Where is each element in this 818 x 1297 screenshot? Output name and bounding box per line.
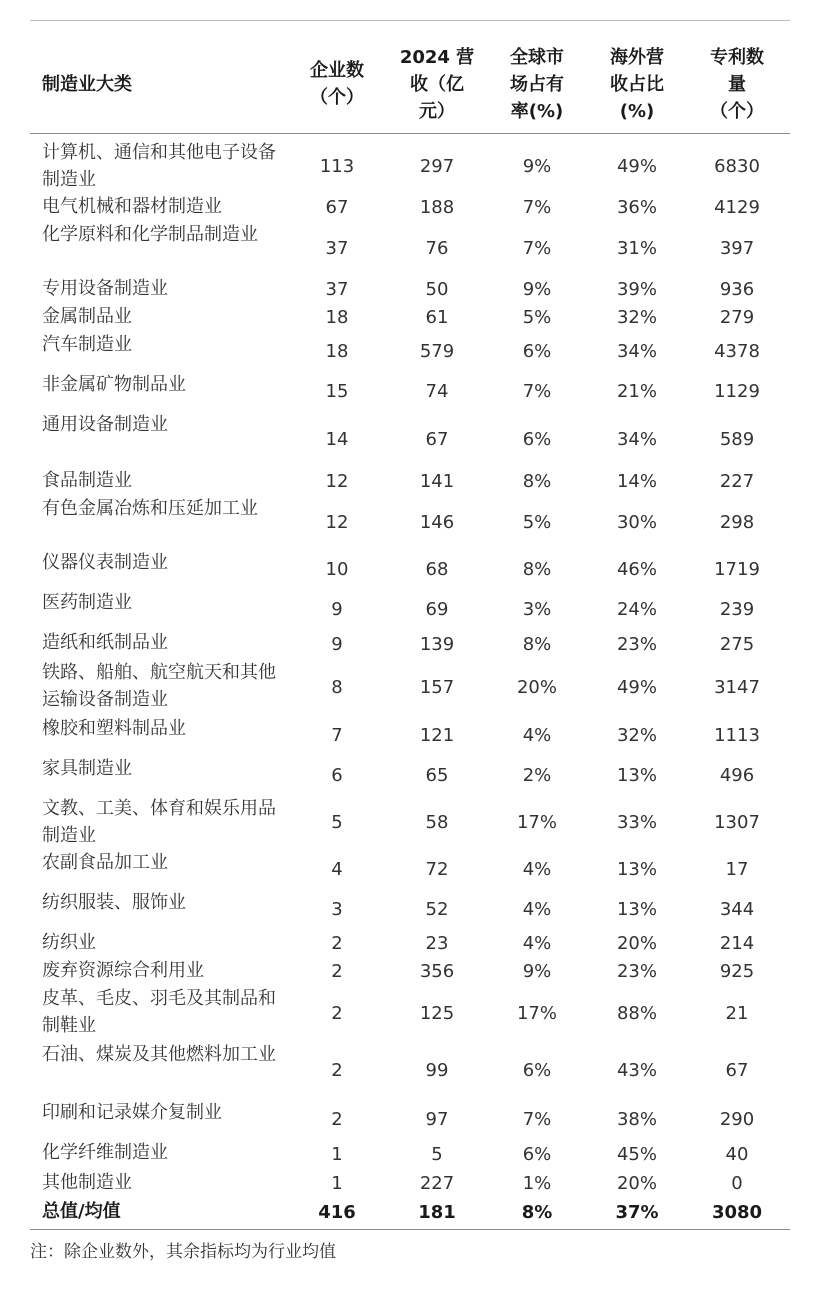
cell-patents: 1719: [714, 558, 760, 580]
cell-overseas-share: 30%: [616, 511, 657, 533]
cell-overseas-share: 13%: [616, 858, 657, 880]
cell-overseas-share: 49%: [616, 676, 657, 698]
cell-patents: 67: [725, 1059, 749, 1081]
cell-firms: 18: [325, 340, 349, 362]
industry-name: 纺织服装、服饰业: [42, 892, 186, 913]
cell-overseas-share: 46%: [616, 558, 657, 580]
table-row: [30, 411, 790, 467]
cell-global-share: 4%: [522, 724, 552, 746]
cell-patents: 925: [719, 960, 755, 982]
cell-global-share: 5%: [522, 511, 552, 533]
cell-firms: 7: [331, 724, 343, 746]
cell-global-share: 17%: [516, 811, 557, 833]
cell-global-share: 9%: [522, 155, 552, 177]
table-bottom-rule: [30, 1229, 790, 1230]
header-revenue: 2024 营 收（亿 元）: [399, 46, 475, 122]
table-row: [30, 985, 790, 1041]
header-firms: 企业数 （个）: [310, 60, 364, 108]
cell-global-share: 6%: [522, 1059, 552, 1081]
cell-overseas-share: 88%: [616, 1002, 657, 1024]
cell-overseas-share: 37%: [615, 1201, 659, 1223]
cell-overseas-share: 20%: [616, 932, 657, 954]
cell-firms: 2: [331, 1059, 343, 1081]
industry-name: 造纸和纸制品业: [42, 632, 168, 653]
table-row: [30, 659, 790, 715]
cell-patents: 936: [719, 278, 755, 300]
cell-overseas-share: 36%: [616, 196, 657, 218]
table-row: [30, 139, 790, 193]
header-overseas-share: 海外营 收占比 (%): [610, 46, 664, 122]
cell-revenue: 61: [425, 306, 449, 328]
table-row: [30, 467, 790, 495]
table-row: [30, 193, 790, 221]
table-note: 注：除企业数外，其余指标均为行业均值: [30, 1242, 336, 1262]
cell-overseas-share: 14%: [616, 470, 657, 492]
cell-firms: 18: [325, 306, 349, 328]
cell-global-share: 6%: [522, 1143, 552, 1165]
cell-global-share: 3%: [522, 598, 552, 620]
cell-overseas-share: 24%: [616, 598, 657, 620]
table-row: [30, 1099, 790, 1139]
cell-firms: 14: [325, 428, 349, 450]
cell-firms: 8: [331, 676, 343, 698]
cell-revenue: 181: [418, 1201, 456, 1223]
table-row: [30, 495, 790, 549]
cell-overseas-share: 45%: [616, 1143, 657, 1165]
cell-revenue: 5: [431, 1143, 443, 1165]
cell-overseas-share: 13%: [616, 898, 657, 920]
table-row: [30, 549, 790, 589]
cell-global-share: 8%: [522, 558, 552, 580]
cell-global-share: 8%: [521, 1201, 553, 1223]
cell-firms: 2: [331, 1108, 343, 1130]
cell-overseas-share: 38%: [616, 1108, 657, 1130]
cell-firms: 9: [331, 598, 343, 620]
industry-name: 皮革、毛皮、羽毛及其制品和制鞋业: [42, 988, 276, 1036]
cell-patents: 1307: [714, 811, 760, 833]
cell-firms: 2: [331, 932, 343, 954]
cell-patents: 4129: [714, 196, 760, 218]
cell-overseas-share: 23%: [616, 960, 657, 982]
industry-name: 专用设备制造业: [42, 278, 168, 299]
industry-name: 纺织业: [42, 932, 96, 953]
cell-firms: 6: [331, 764, 343, 786]
cell-revenue: 58: [425, 811, 449, 833]
cell-patents: 397: [719, 237, 755, 259]
cell-revenue: 99: [425, 1059, 449, 1081]
cell-firms: 4: [331, 858, 343, 880]
cell-patents: 344: [719, 898, 755, 920]
cell-patents: 290: [719, 1108, 755, 1130]
industry-name: 通用设备制造业: [42, 414, 168, 435]
table-row: [30, 1169, 790, 1197]
cell-patents: 496: [719, 764, 755, 786]
cell-global-share: 4%: [522, 858, 552, 880]
cell-global-share: 20%: [516, 676, 557, 698]
total-row: [30, 1197, 790, 1227]
cell-revenue: 125: [419, 1002, 455, 1024]
cell-overseas-share: 32%: [616, 306, 657, 328]
cell-overseas-share: 31%: [616, 237, 657, 259]
cell-global-share: 4%: [522, 932, 552, 954]
cell-overseas-share: 13%: [616, 764, 657, 786]
table-row: [30, 889, 790, 929]
cell-patents: 21: [725, 1002, 749, 1024]
cell-firms: 5: [331, 811, 343, 833]
cell-firms: 113: [319, 155, 355, 177]
cell-firms: 416: [318, 1201, 356, 1223]
cell-global-share: 4%: [522, 898, 552, 920]
cell-overseas-share: 23%: [616, 633, 657, 655]
cell-patents: 1113: [714, 724, 760, 746]
cell-global-share: 17%: [516, 1002, 557, 1024]
cell-revenue: 97: [425, 1108, 449, 1130]
industry-name: 计算机、通信和其他电子设备制造业: [42, 142, 276, 190]
cell-firms: 9: [331, 633, 343, 655]
industry-name: 橡胶和塑料制品业: [42, 718, 186, 739]
cell-patents: 17: [725, 858, 749, 880]
cell-patents: 275: [719, 633, 755, 655]
cell-global-share: 1%: [522, 1172, 552, 1194]
cell-global-share: 7%: [522, 237, 552, 259]
industry-name: 废弃资源综合利用业: [42, 960, 204, 981]
industry-name: 总值/均值: [42, 1201, 121, 1222]
cell-global-share: 6%: [522, 428, 552, 450]
header-category: 制造业大类: [42, 73, 132, 95]
cell-patents: 3147: [714, 676, 760, 698]
header-patents: 专利数 量 （个）: [710, 46, 764, 122]
cell-overseas-share: 34%: [616, 340, 657, 362]
cell-overseas-share: 33%: [616, 811, 657, 833]
cell-revenue: 356: [419, 960, 455, 982]
industry-name: 文教、工美、体育和娱乐用品制造业: [42, 798, 276, 846]
cell-patents: 1129: [714, 380, 760, 402]
table-row: [30, 1139, 790, 1169]
cell-patents: 227: [719, 470, 755, 492]
table-row: [30, 331, 790, 371]
header-global-share: 全球市 场占有 率(%): [510, 46, 564, 122]
cell-global-share: 7%: [522, 1108, 552, 1130]
cell-overseas-share: 21%: [616, 380, 657, 402]
cell-patents: 589: [719, 428, 755, 450]
table-row: [30, 629, 790, 659]
industry-name: 其他制造业: [42, 1172, 132, 1193]
cell-firms: 37: [325, 278, 349, 300]
industry-name: 铁路、船舶、航空航天和其他运输设备制造业: [42, 662, 276, 710]
industry-name: 仪器仪表制造业: [42, 552, 168, 573]
cell-revenue: 297: [419, 155, 455, 177]
cell-firms: 15: [325, 380, 349, 402]
industry-name: 金属制品业: [42, 306, 132, 327]
cell-overseas-share: 32%: [616, 724, 657, 746]
table-row: [30, 849, 790, 889]
cell-firms: 12: [325, 470, 349, 492]
industry-name: 农副食品加工业: [42, 852, 168, 873]
industry-name: 有色金属冶炼和压延加工业: [42, 498, 258, 519]
cell-revenue: 579: [419, 340, 455, 362]
table-header: [30, 34, 790, 134]
industry-name: 非金属矿物制品业: [42, 374, 186, 395]
cell-global-share: 7%: [522, 196, 552, 218]
cell-revenue: 141: [419, 470, 455, 492]
table-row: [30, 795, 790, 849]
cell-revenue: 69: [425, 598, 449, 620]
cell-revenue: 139: [419, 633, 455, 655]
cell-revenue: 68: [425, 558, 449, 580]
cell-patents: 239: [719, 598, 755, 620]
cell-overseas-share: 20%: [616, 1172, 657, 1194]
cell-revenue: 146: [419, 511, 455, 533]
table-row: [30, 221, 790, 275]
industry-name: 医药制造业: [42, 592, 132, 613]
cell-revenue: 227: [419, 1172, 455, 1194]
industry-name: 食品制造业: [42, 470, 132, 491]
industry-name: 石油、煤炭及其他燃料加工业: [42, 1044, 276, 1065]
cell-global-share: 9%: [522, 960, 552, 982]
table-row: [30, 371, 790, 411]
cell-global-share: 2%: [522, 764, 552, 786]
industry-name: 电气机械和器材制造业: [42, 196, 222, 217]
cell-overseas-share: 34%: [616, 428, 657, 450]
cell-overseas-share: 49%: [616, 155, 657, 177]
cell-overseas-share: 43%: [616, 1059, 657, 1081]
cell-patents: 4378: [714, 340, 760, 362]
cell-revenue: 188: [419, 196, 455, 218]
cell-revenue: 72: [425, 858, 449, 880]
cell-firms: 2: [331, 960, 343, 982]
cell-patents: 279: [719, 306, 755, 328]
cell-firms: 2: [331, 1002, 343, 1024]
cell-global-share: 7%: [522, 380, 552, 402]
cell-patents: 40: [725, 1143, 749, 1165]
cell-patents: 3080: [711, 1201, 763, 1223]
cell-firms: 1: [331, 1172, 343, 1194]
cell-revenue: 157: [419, 676, 455, 698]
table-row: [30, 303, 790, 331]
cell-global-share: 8%: [522, 633, 552, 655]
table-row: [30, 275, 790, 303]
table-row: [30, 715, 790, 755]
industry-name: 化学原料和化学制品制造业: [42, 224, 258, 245]
table-row: [30, 929, 790, 957]
industry-name: 家具制造业: [42, 758, 132, 779]
cell-revenue: 76: [425, 237, 449, 259]
industry-name: 化学纤维制造业: [42, 1142, 168, 1163]
cell-patents: 0: [731, 1172, 743, 1194]
cell-firms: 12: [325, 511, 349, 533]
cell-revenue: 65: [425, 764, 449, 786]
cell-global-share: 9%: [522, 278, 552, 300]
cell-revenue: 23: [425, 932, 449, 954]
cell-revenue: 121: [419, 724, 455, 746]
cell-global-share: 6%: [522, 340, 552, 362]
cell-firms: 67: [325, 196, 349, 218]
cell-patents: 214: [719, 932, 755, 954]
cell-overseas-share: 39%: [616, 278, 657, 300]
cell-firms: 37: [325, 237, 349, 259]
cell-revenue: 74: [425, 380, 449, 402]
table-row: [30, 589, 790, 629]
table-row: [30, 957, 790, 985]
cell-patents: 6830: [714, 155, 760, 177]
table-row: [30, 1041, 790, 1099]
header-rule: [30, 133, 790, 134]
table-row: [30, 755, 790, 795]
cell-revenue: 52: [425, 898, 449, 920]
cell-global-share: 5%: [522, 306, 552, 328]
cell-firms: 1: [331, 1143, 343, 1165]
industry-name: 汽车制造业: [42, 334, 132, 355]
cell-global-share: 8%: [522, 470, 552, 492]
cell-patents: 298: [719, 511, 755, 533]
cell-revenue: 50: [425, 278, 449, 300]
table-top-rule: [30, 20, 790, 21]
industry-name: 印刷和记录媒介复制业: [42, 1102, 222, 1123]
cell-firms: 3: [331, 898, 343, 920]
cell-firms: 10: [325, 558, 349, 580]
cell-revenue: 67: [425, 428, 449, 450]
